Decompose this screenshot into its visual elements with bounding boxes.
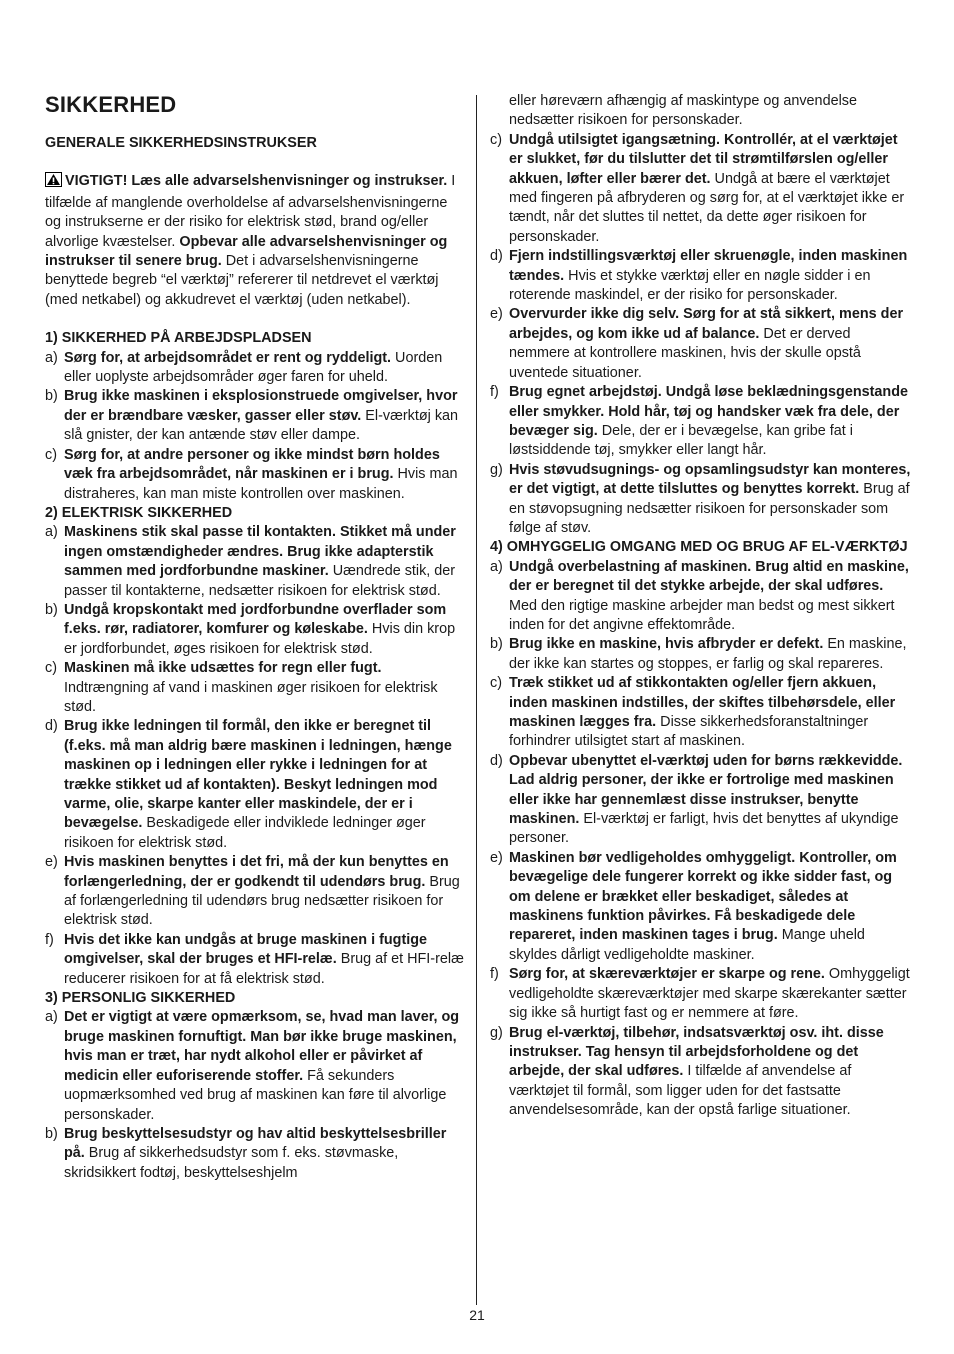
- list-item: c) Maskinen må ikke udsættes for regn eller fugt. Indtrængning af vand i maskinen øger risikoen for elektrisk stød.: [45, 660, 438, 715]
- intro-text-1: I tilfælde af manglende overholdelse af advarselshenvisningerne og instrukserne er der risiko for elektrisk stød, brand og/eller alvorlige kvæstelser.: [45, 173, 456, 250]
- list-item: c) Undgå utilsigtet igangsætning. Kontrollér, at el værktøjet er slukket, før du tilslutter det til strømtilførslen og/eller akkuen, løfter eller bærer det. Undgå at bære el værktøjet med fingeren på afbryderen og sørg for, at el værktøjet ikke er tændt, når det sluttes til nettet, da dette øger risikoen for personskader.: [490, 131, 905, 245]
- list-item: f) Hvis det ikke kan undgås at bruge maskinen i fugtige omgivelser, skal der bruges et HFI-relæ. Brug af et HFI-relæ reducerer risikoen for at få elektrisk stød.: [45, 931, 464, 987]
- intro-warning: [45, 172, 467, 310]
- list-item: a) Undgå overbelastning af maskinen. Brug altid en maskine, der er beregnet til det stykke arbejde, der skal udføres. Med den rigtige maskine arbejder man bedst og mest sikkert inden for det angivne effektområde.: [490, 558, 909, 633]
- continuation-text: eller høreværn afhængig af maskintype og anvendelse nedsætter risikoen for personskader.: [509, 93, 857, 129]
- subtitle: GENERALE SIKKERHEDSINSTRUKSER: [45, 135, 317, 151]
- list-item: d) Fjern indstillingsværktøj eller skruenøgle, inden maskinen tændes. Hvis et stykke værktøj eller en nøgle sidder i en roterende maskindel, er der risiko for personskader.: [490, 248, 908, 304]
- section-heading: 4) OMHYGGELIG OMGANG MED OG BRUG AF EL-VÆRKTØJ: [490, 539, 908, 556]
- column-divider: [476, 95, 477, 1305]
- section-heading: 2) ELEKTRISK SIKKERHED: [45, 504, 233, 521]
- list-item: d) Opbevar ubenyttet el-værktøj uden for børns rækkevidde. Lad aldrig personer, der ikke er fortrolige med maskinen eller ikke har gennemlæst disse instrukser, benytte maskinen. El-værktøj er farligt, hvis det benyttes af ukyndige personer.: [490, 752, 903, 847]
- list-item: a) Maskinens stik skal passe til kontakten. Stikket må under ingen omstændigheder ændres. Brug ikke adapterstik sammen med jordforbundne maskiner. Uændrede stik, der passer til kontakterne, nedsætter risikoen for elektrisk stød.: [45, 524, 456, 599]
- list-item: f) Brug egnet arbejdstøj. Undgå løse beklædningsgenstande eller smykker. Hold hår, tøj og handsker væk fra dele, der bevæger sig. Dele, der er i bevægelse, kan gribe fat i løstsiddende tøj, smykker eller langt hår.: [490, 384, 908, 459]
- left-column: [45, 134, 467, 1183]
- section-heading: 3) PERSONLIG SIKKERHED: [45, 990, 236, 1007]
- list-item: c) Sørg for, at andre personer og ikke mindst børn holdes væk fra arbejdsområdet, når maskinen er i brug. Hvis man distraheres, kan man miste kontrollen over maskinen.: [45, 446, 458, 502]
- intro-bold-2: Opbevar alle advarselshenvisninger og instrukser til senere brug.: [45, 233, 448, 270]
- list-item: b) Brug ikke maskinen i eksplosionstruede omgivelser, hvor der er brændbare væsker, gasser eller støv. El-værktøj kan slå gnister, der kan antænde støv eller dampe.: [45, 388, 459, 444]
- list-item: g) Hvis støvudsugnings- og opsamlingsudstyr kan monteres, er det vigtigt, at dette tilsluttes og benyttes korrekt. Brug af en støvopsugning nedsætter risikoen for personskader som følge af støv.: [490, 461, 911, 536]
- list-item: d) Brug ikke ledningen til formål, den ikke er beregnet til (f.eks. må man aldrig bære maskinen i ledningen, hænge maskinen op i ledningen eller rykke i ledningen for at trække stikket ud af kontakten). Beskyt ledningen mod varme, olie, skarpe kanter eller maskindele, der er i bevægelse. Beskadigede eller indviklede ledninger øger risikoen for elektrisk stød.: [45, 718, 452, 851]
- page-number: 21: [469, 1307, 485, 1323]
- list-item: a) Det er vigtigt at være opmærksom, se, hvad man laver, og bruge maskinen fornuftigt. Man bør ikke bruge maskinen, hvis man er træt, har nydt alkohol eller er påvirket af medicin eller euforiserende stoffer. Få sekunders uopmærksomhed ved brug af maskinen kan føre til alvorlige personskader.: [45, 1009, 460, 1123]
- intro-bold-1: VIGTIGT! Læs alle advarselshenvisninger og instrukser.: [65, 173, 448, 190]
- list-item: e) Overvurder ikke dig selv. Sørg for at stå sikkert, mens der arbejdes, og kom ikke ud af balance. Det er derved nemmere at kontrollere maskinen, hvis der skulle opstå uventede situationer.: [490, 306, 904, 381]
- list-item: b) Undgå kropskontakt med jordforbundne overflader som f.eks. rør, radiatorer, komfurer og køleskabe. Hvis din krop er jordforbundet, øges risikoen for elektrisk stød.: [45, 601, 456, 657]
- intro-text-2: Det i advarselshenvisningerne benyttede begreb “el værktøj” refererer til netdrevet el værktøj (med netkabel) og akkudrevet el værktøj (uden netkabel).: [45, 253, 439, 308]
- list-item: g) Brug el-værktøj, tilbehør, indsatsværktøj osv. iht. disse instrukser. Tag hensyn til arbejdsforholdene og det arbejde, der skal udføres. I tilfælde af anvendelse af værktøjet til formål, som ligger uden for det fastsatte anvendelsesområde, kan der opstå farlige situationer.: [490, 1024, 884, 1119]
- page-title: SIKKERHED: [45, 92, 177, 117]
- warning-triangle-icon: [45, 172, 62, 193]
- list-item: f) Sørg for, at skæreværktøjer er skarpe og rene. Omhyggeligt vedligeholdte skæreværktøjer med skarpe skærekanter sætter sig ikke så hurtigt fast og er nemmere at føre.: [490, 966, 910, 1022]
- list-item: a) Sørg for, at arbejdsområdet er rent og ryddeligt. Uorden eller uoplyste arbejdsområder øger faren for uheld.: [45, 349, 443, 386]
- list-item: e) Maskinen bør vedligeholdes omhyggeligt. Kontroller, om bevægelige dele fungerer korrekt og ikke sidder fast, og om delene er brækket eller beskadiget, således at maskinens funktion påvirkes. Få beskadigede dele repareret, inden maskinen tages i brug. Mange uheld skyldes dårligt vedligeholdte maskiner.: [490, 849, 897, 963]
- right-column: [490, 92, 912, 1121]
- list-item: c) Træk stikket ud af stikkontakten og/eller fjern akkuen, inden maskinen indstilles, der skiftes tilbehørsdele, eller maskinen lægges fra. Disse sikkerhedsforanstaltninger forhindrer utilsigtet start af maskinen.: [490, 675, 896, 750]
- list-item: e) Hvis maskinen benyttes i det fri, må der kun benyttes en forlængerledning, der er godkendt til udendørs brug. Brug af forlængerledning til udendørs brug nedsætter risikoen for elektrisk stød.: [45, 854, 460, 929]
- list-item: b) Brug beskyttelsesudstyr og hav altid beskyttelsesbriller på. Brug af sikkerhedsudstyr som f. eks. støvmaske, skridsikkert fodtøj, beskyttelseshjelm: [45, 1125, 447, 1181]
- list-item: b) Brug ikke en maskine, hvis afbryder er defekt. En maskine, der ikke kan startes og stoppes, er farlig og skal repareres.: [490, 636, 907, 672]
- section-heading: 1) SIKKERHED PÅ ARBEJDSPLADSEN: [45, 330, 312, 347]
